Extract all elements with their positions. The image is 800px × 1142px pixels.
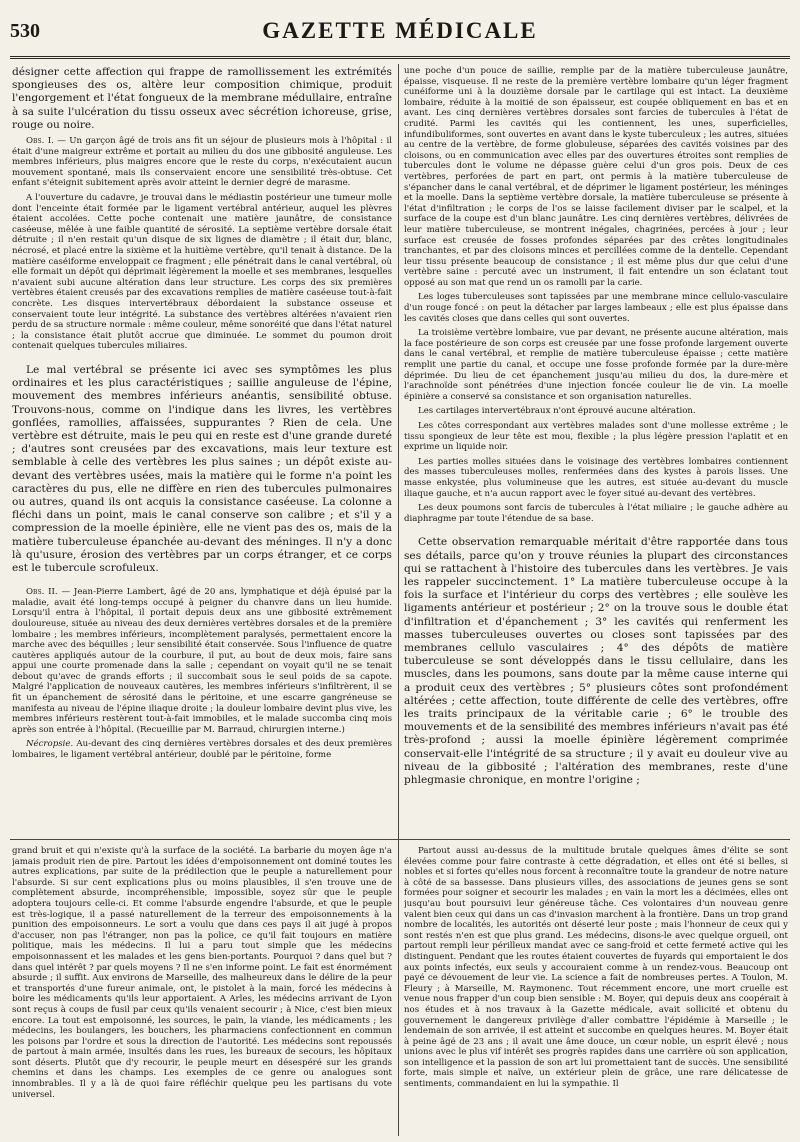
masthead-title: GAZETTE MÉDICALE [262, 18, 538, 43]
obs1-autopsy: A l'ouverture du cadavre, je trouvai dans le médiastin postérieur une tumeur molle dont l'enceinte était formée par le ligament vertébral antérieur, auquel les plèvres étaient accolées. Cette poche contenait une matière jaunâtre, de consistance caséeuse, mêlée à une faible quantité de sérosité. La septième vertèbre dorsale était détruite ; il n'en restait qu'un disque de six lignes de diamètre ; il était dur, blanc, nécrosé, et placé entre la sixième et la huitième vertèbre, qu'il tenait à distance. De la matière caséiforme enveloppait ce fragment ; elle pénétrait dans le canal vertébral, où elle formait un dépôt qui déprimait légèrement la moelle et ses membranes, lesquelles n'avaient subi aucune altération dans leur structure. Les corps des six premières vertèbres étaient creusés par des excavations remplies de matière caséeuse tout-à-fait concrète. Les disques intervertébraux débordaient la substance osseuse et conservaient toute leur intégrité. La substance des vertèbres altérées n'avaient rien perdu de sa structure normale : même couleur, même sonoréité que dans l'état naturel ; la consistance était plutôt accrue que diminuée. Le sommet du poumon droit contenait quelques tubercules miliaires. [12, 192, 392, 352]
ribs-paragraph: Les côtes correspondant aux vertèbres malades sont d'une mollesse extrême ; le tissu spongieux de leur tête est mou, flexible ; la plus légère pression l'aplatit et en exprime un liquide noir. [404, 421, 788, 453]
cholera-article-right: Partout aussi au-dessus de la multitude brutale quelques âmes d'élite se sont élevées comme pour faire contraste à cette dégradation, et elles ont été si belles, si nobles et si fortes qu'elles nous forcent à reconnaître toute la grandeur de notre nature à côté de sa bassesse. Dans plusieurs villes, des associations de jeunes gens se sont formées pour soigner et secourir les malades ; en vain la mort les a décimées, elles ont jusqu'au bout poursuivi leur généreuse tâche. Ces volontaires d'un nouveau genre valent bien ceux qui dans un cas d'invasion marchent à la frontière. Dans un trop grand nombre de localités, les autorités ont déserté leur poste ; mais l'honneur de ceux qui y sont restés n'en est que plus grand. Les médecins, disons-le avec quelque orgueil, ont partout rempli leur périlleux mandat avec ce sang-froid et cette fermeté active qui les distinguent. Pendant que les routes étaient couvertes de fuyards qui emportaient le dos aux points infectés, eux seuls y accouraient comme à un rendez-vous. Beaucoup ont payé ce dévouement de leur vie. La science a fait de nombreuses pertes. A Toulon, M. Fleury ; à Marseille, M. Raymonenc. Tout récemment encore, une mort cruelle est venue nous frapper d'un coup bien sensible : M. Boyer, qui depuis deux ans coopérait à nos études et à nos travaux à la Gazette médicale, avait sollicité et obtenu du gouvernement le dangereux privilège d'aller combattre l'épidémie à Marseille ; le lendemain de son arrivée, il est atteint et succombe en quelques heures. M. Boyer était à peine âgé de 23 ans ; il avait une âme douce, un cœur noble, un esprit élevé ; nous unions avec le plus vif intérêt ses progrès rapides dans une carrière où son application, son intelligence et la passion de son art lui promettaient tant de succès. Une sensibilité forte, mais simple et naïve, un extérieur plein de grâce, une rare délicatesse de sentiments, commandaient en lui la sympathie. Il [404, 846, 788, 1090]
obs1-label: Obs. I. [26, 136, 54, 147]
cartilage-paragraph: Les cartilages intervertébraux n'ont éprouvé aucune altération. [418, 406, 696, 417]
loges-paragraph: Les loges tuberculeuses sont tapissées par une membrane mince cellulo-vasculaire d'un rouge foncé : on peut la détacher par larges lambeaux ; elle est plus épaisse dans les cavités closes que dans celles qui sont ouvertes. [404, 292, 788, 324]
page-header [0, 16, 800, 52]
lungs-paragraph: Les deux poumons sont farcis de tubercules à l'état miliaire ; le gauche adhère au diaphragme par toute l'étendue de sa base. [404, 503, 788, 524]
obs2-label: Obs. II. [26, 587, 58, 598]
column-left-top [12, 66, 392, 834]
column-left-bottom [12, 846, 392, 1136]
necropsie-paragraph [12, 739, 392, 760]
column-divider [398, 64, 399, 1136]
soft-parts-paragraph: Les parties molles situées dans le voisinage des vertèbres lombaires contiennent des masses tuberculeuses molles, renfermées dans des kystes à parois lisses. Une masse enkystée, plus volumineuse que les autres, est située au-devant du muscle iliaque gauche, et n'a aucun rapport avec le foyer situé au-devant des vertèbres. [404, 456, 788, 499]
necropsie-continued: une poche d'un pouce de saillie, remplie par de la matière tuberculeuse jaunâtre, épaisse, visqueuse. Il ne reste de la première vertèbre lombaire qu'un léger fragment cunéiforme uni à la douzième dorsale par le cartilage qui est intact. La deuxième lombaire, réduite à la moitié de son épaisseur, est coupée obliquement en bas et en avant. Les cinq dernières vertèbres dorsales sont farcies de tubercules à l'état de crudité. Parmi les cavités qui les contiennent, les unes, superficielles, infundibuliformes, sont ouvertes en avant dans le kyste tuberculeux ; les autres, situées au centre de la vertèbre, de forme globuleuse, séparées des cavités voisines par des cloisons, ou en communication avec elles par des ouvertures étroites sont remplies de tubercules dont le volume ne dépasse guère celui d'un gros pois. Deux de ces vertèbres, perforées de part en part, ont permis à la matière tuberculeuse de s'épancher dans le canal vertébral, et de déprimer le ligament postérieur, les méninges et la moelle. Dans la septième vertèbre dorsale, la matière tuberculeuse se présente à l'état d'infiltration ; le corps de l'os se laisse facilement diviser par le scalpel, et la surface de la coupe est d'un blanc jaunâtre. Les cinq dernières vertèbres, délivrées de leur matière tuberculeuse, se montrent inégales, chagrinées, percées à jour ; leur surface est creusée de fosses profondes séparées par des crêtes longitudinales tranchantes, et par des cloisons minces et percillées comme de la dentelle. Cependant leur tissu présente beaucoup de consistance ; il est même plus dur que celui d'une vertèbre saine : percuté avec un instrument, il fait entendre un son éclatant tout opposé au son mat que rend un os ramolli par la carie. [404, 66, 788, 288]
section-divider [10, 839, 790, 840]
observation-2 [12, 587, 392, 735]
intro-paragraph: désigner cette affection qui frappe de ramollissement les extrémités spongieuses des os, altère leur composition chimique, produit l'engorgement et l'état fongueux de la membrane médullaire, entraîne à sa suite l'ulcération du tissu osseux avec sécrétion ichoreuse, grise, rouge ou noire. [12, 66, 392, 131]
observation-1 [12, 136, 392, 189]
obs2-text: — Jean-Pierre Lambert, âgé de 20 ans, lymphatique et déjà épuisé par la maladie, avait été long-temps occupé à peigner du chanvre dans un lieu humide. Lorsqu'il entra à l'hôpital, il portait depuis deux ans une gibbosité extrêmement douloureuse, située au niveau des deux dernières vertèbres dorsales et de la première lombaire ; les membres inférieurs, incomplètement paralysés, permettaient encore la marche avec des béquilles ; leur sensibilité était conservée. Sous l'influence de quatre cautères appliqués autour de la courbure, il put, au bout de deux mois, faire sans appui une courte promenade dans la salle ; cependant on voyait qu'il ne se tenait debout qu'avec de grands efforts ; il succombait sous le seul poids de sa capote. Malgré l'application de nouveaux cautères, les membres inférieurs s'infiltrèrent, il se fit un épanchement de sérosité dans le péritoine, et une escarre gangréneuse se manifesta au niveau de l'épine iliaque droite ; la douleur lombaire devint plus vive, les membres inférieurs restèrent tout-à-fait immobiles, et le malade succomba cinq mois après son entrée à l'hôpital. (Recueillie par M. Barraud, chirurgien interne.) [12, 587, 392, 735]
mal-vertebral-paragraph: Le mal vertébral se présente ici avec ses symptômes les plus ordinaires et les plus caractéristiques ; saillie anguleuse de l'épine, mouvement des membres inférieurs anéantis, sensibilité obtuse. Trouvons-nous, comme on l'indique dans les livres, les vertèbres gonflées, ramollies, affaissées, suppurantes ? Rien de cela. Une vertèbre est détruite, mais le peu qui en reste est d'une grande dureté ; d'autres sont creusées par des excavations, mais leur texture est semblable à celle des vertèbres les plus saines ; un dépôt existe au-devant des vertèbres usées, mais la matière qui le forme n'a point les caractères du pus, elle ne diffère en rien des tubercules pulmonaires ou autres, quand ils ont acquis la consistance caséeuse. La colonne a fléchi dans un point, mais le canal conserve son calibre ; et s'il y a compression de la moelle épinière, elle ne vient pas des os, mais de la matière tuberculeuse épanchée au-devant des méninges. Il n'y a donc là qu'usure, érosion des vertèbres par un corps étranger, et ce corps est le tubercule scrofuleux. [12, 363, 392, 574]
necropsie-label: Nécropsie. [26, 739, 74, 750]
lumbar-paragraph: La troisième vertèbre lombaire, vue par devant, ne présente aucune altération, mais la face postérieure de son corps est creusée par une fosse profonde largement ouverte dans le canal vertébral, et remplie de matière tuberculeuse épaisse ; cette matière remplit une partie du canal, et occupe une fosse profonde formée par la dure-mère déprimée. Du lieu de cet épanchement jusqu'au milieu du dos, la dure-mère et l'arachnoïde sont pénétrées d'une injection foncée couleur lie de vin. La moelle épinière a conservé sa consistance et son organisation naturelles. [404, 328, 788, 402]
summary-paragraph: Cette observation remarquable méritait d'être rapportée dans tous ses détails, parce qu'on y trouve réunies la plupart des circonstances qui se rattachent à l'histoire des tubercules dans les vertèbres. Je vais les rappeler succinctement. 1° La matière tuberculeuse occupe à la fois la surface et l'intérieur du corps des vertèbres ; elle soulève les ligaments antérieur et postérieur ; 2° on la trouve sous le double état d'infiltration et d'épanchement ; 3° les cavités qui renferment les masses tuberculeuses ouvertes ou closes sont tapissées par des membranes cellulo vasculaires ; 4° des dépôts de matière tuberculeuse se sont développés dans le tissu cellulaire, dans les muscles, dans les poumons, sans doute par la même cause interne qui a produit ceux des vertèbres ; 5° plusieurs côtes sont profondément altérées ; cette affection, toute différente de celle des vertèbres, offre les traits principaux de la véritable carie ; 6° le trouble des mouvements et de la sensibilité des membres inférieurs n'avait pas été très-profond ; aussi la moelle épinière légèrement comprimée conservait-elle l'intégrité de sa structure ; il y avait eu douleur vive au niveau de la gibbosité ; l'altération des membranes, reste d'une phlegmasie chronique, en montre l'origine ; [404, 536, 788, 786]
header-rule [10, 56, 790, 59]
page-number: 530 [10, 20, 40, 42]
column-right-bottom [404, 846, 788, 1136]
column-right-top [404, 66, 788, 834]
obs1-text: — Un garçon âgé de trois ans fit un séjour de plusieurs mois à l'hôpital : il était d'une maigreur extrême et portait au milieu du dos une gibbosité anguleuse. Les membres inférieurs, plus maigres encore que le reste du corps, n'exécutaient aucun mouvement spontané, mais ils conservaient encore une sensibilité très-obtuse. Cet enfant s'éteignit subitement après avoir atteint le dernier degré de marasme. [12, 136, 392, 189]
cholera-article-left: grand bruit et qui n'existe qu'à la surface de la société. La barbarie du moyen âge n'a jamais produit rien de pire. Partout les idées d'empoisonnement ont dominé toutes les autres explications, par suite de la prédilection que le peuple a naturellement pour l'absurde. Si sur cent explications plus ou moins plausibles, il s'en trouve une de complètement absurde, incompréhensible, impossible, soyez sûr que le peuple adoptera toujours celle-ci. Et comme l'absurde engendre l'absurde, et que le peuple est très-logique, il a passé naturellement de la terreur des empoisonnements à la punition des empoisonneurs. Le sort a voulu que dans ces pays il ait jugé à propos d'accuser, non pas l'étranger, non pas la police, ce qu'il fait toujours en matière politique, mais les médecins. Il lui a paru tout simple que les médecins empoisonnassent et les malades et les gens bien-portants. Pourquoi ? dans quel but ? dans quel intérêt ? par quels moyens ? Il ne s'en informe point. Le fait est énormément absurde ; il suffit. Aux environs de Marseille, des malheureux dans le délire de la peur et transportés d'une fureur animale, ont, le pistolet à la main, forcé les médecins à boire les médicaments qu'ils leur apportaient. A Arles, les médecins arrivant de Lyon sont reçus à coups de fusil par ceux qu'ils venaient secourir ; à Nice, c'est bien mieux encore. La tout est empoisonné, les sources, le pain, la viande, les médicaments ; les médecins, les boulangers, les bouchers, les pharmaciens confectionnent en commun les poisons par l'ordre et sous la direction de l'autorité. Les médecins sont repoussés de partout à main armée, insultés dans les rues, les bureaux de secours, les hôpitaux sont déserts. Plutôt que d'y recourir, le peuple meurt en désespéré sur les grands chemins et dans les champs. Les exemples de ce genre ou analogues sont innombrables. Il y a là de quoi faire réfléchir quelque peu les partisans du vote universel. [12, 846, 392, 1100]
necropsie-text: Au-devant des cinq dernières vertèbres dorsales et des deux premières lombaires, le ligament vertébral antérieur, doublé par le péritoine, forme [12, 739, 392, 761]
